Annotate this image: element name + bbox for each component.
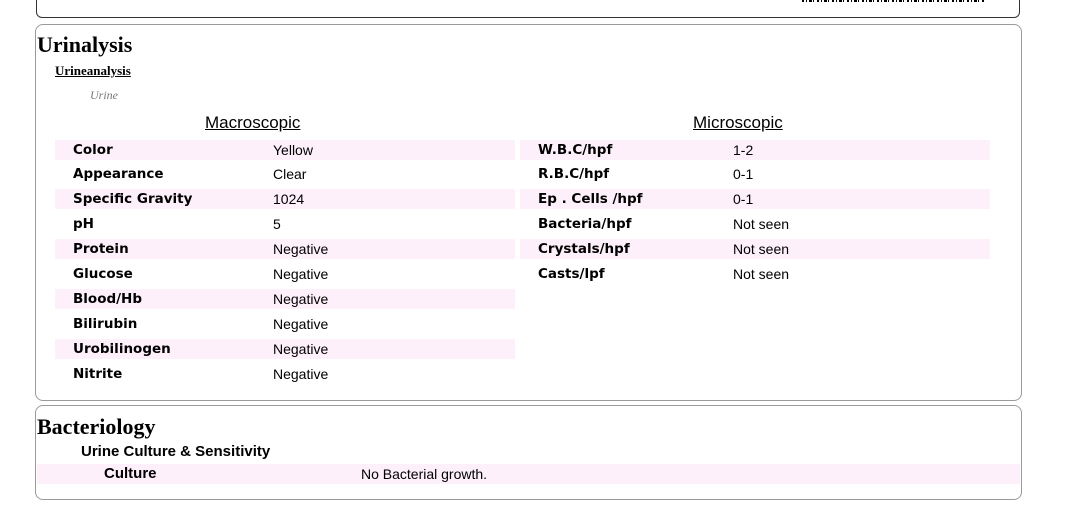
table-row xyxy=(520,264,990,284)
table-row xyxy=(55,239,515,259)
row-label: Glucose xyxy=(73,266,133,282)
row-label: Bilirubin xyxy=(73,316,138,332)
table-row xyxy=(520,140,990,160)
table-row xyxy=(55,364,515,384)
urinalysis-title: Urinalysis xyxy=(37,32,133,57)
row-value: Negative xyxy=(273,341,329,357)
row-label: Culture xyxy=(104,465,157,482)
row-value: Negative xyxy=(273,366,329,382)
table-row xyxy=(55,314,515,334)
row-value: Not seen xyxy=(733,241,790,257)
row-value: No Bacterial growth. xyxy=(361,466,488,482)
row-value: Negative xyxy=(273,241,329,257)
table-row xyxy=(520,239,990,259)
row-label: Nitrite xyxy=(73,366,123,382)
table-row xyxy=(55,214,515,234)
row-value: Negative xyxy=(273,291,329,307)
row-value: Negative xyxy=(273,266,329,282)
row-label: Color xyxy=(73,142,113,158)
row-label: Appearance xyxy=(73,166,164,182)
row-label: R.B.C/hpf xyxy=(538,166,610,182)
table-row xyxy=(55,289,515,309)
table-row xyxy=(520,164,990,184)
row-label: Crystals/hpf xyxy=(538,241,630,257)
row-value: 1024 xyxy=(273,191,305,207)
table-row xyxy=(520,214,990,234)
bacteriology-subtitle: Urine Culture & Sensitivity xyxy=(81,443,271,460)
row-label: Blood/Hb xyxy=(73,291,143,307)
barcode-icon xyxy=(802,0,984,2)
row-value: Negative xyxy=(273,316,329,332)
report-header-frame xyxy=(36,0,1020,18)
macroscopic-heading: Macroscopic xyxy=(205,113,301,132)
row-value: 1-2 xyxy=(733,142,754,158)
table-row xyxy=(55,140,515,160)
row-label: Urobilinogen xyxy=(73,341,171,357)
table-row xyxy=(55,164,515,184)
table-row xyxy=(55,264,515,284)
row-value: Not seen xyxy=(733,216,790,232)
row-label: Protein xyxy=(73,241,129,257)
row-label: Casts/lpf xyxy=(538,266,605,282)
row-label: Ep . Cells /hpf xyxy=(538,191,643,207)
table-row xyxy=(37,464,1020,484)
bacteriology-title: Bacteriology xyxy=(37,414,156,439)
row-label: W.B.C/hpf xyxy=(538,142,613,158)
urinalysis-subtitle: Urineanalysis xyxy=(55,63,131,78)
row-value: Yellow xyxy=(273,142,313,158)
specimen-type: Urine xyxy=(90,88,118,102)
table-row xyxy=(520,189,990,209)
row-label: Bacteria/hpf xyxy=(538,216,632,232)
row-label: Specific Gravity xyxy=(73,191,193,207)
table-row xyxy=(55,189,515,209)
row-value: 5 xyxy=(273,216,281,232)
row-label: pH xyxy=(73,216,94,232)
table-row xyxy=(55,339,515,359)
row-value: Clear xyxy=(273,166,307,182)
row-value: Not seen xyxy=(733,266,790,282)
row-value: 0-1 xyxy=(733,166,754,182)
row-value: 0-1 xyxy=(733,191,754,207)
microscopic-heading: Microscopic xyxy=(693,113,783,132)
